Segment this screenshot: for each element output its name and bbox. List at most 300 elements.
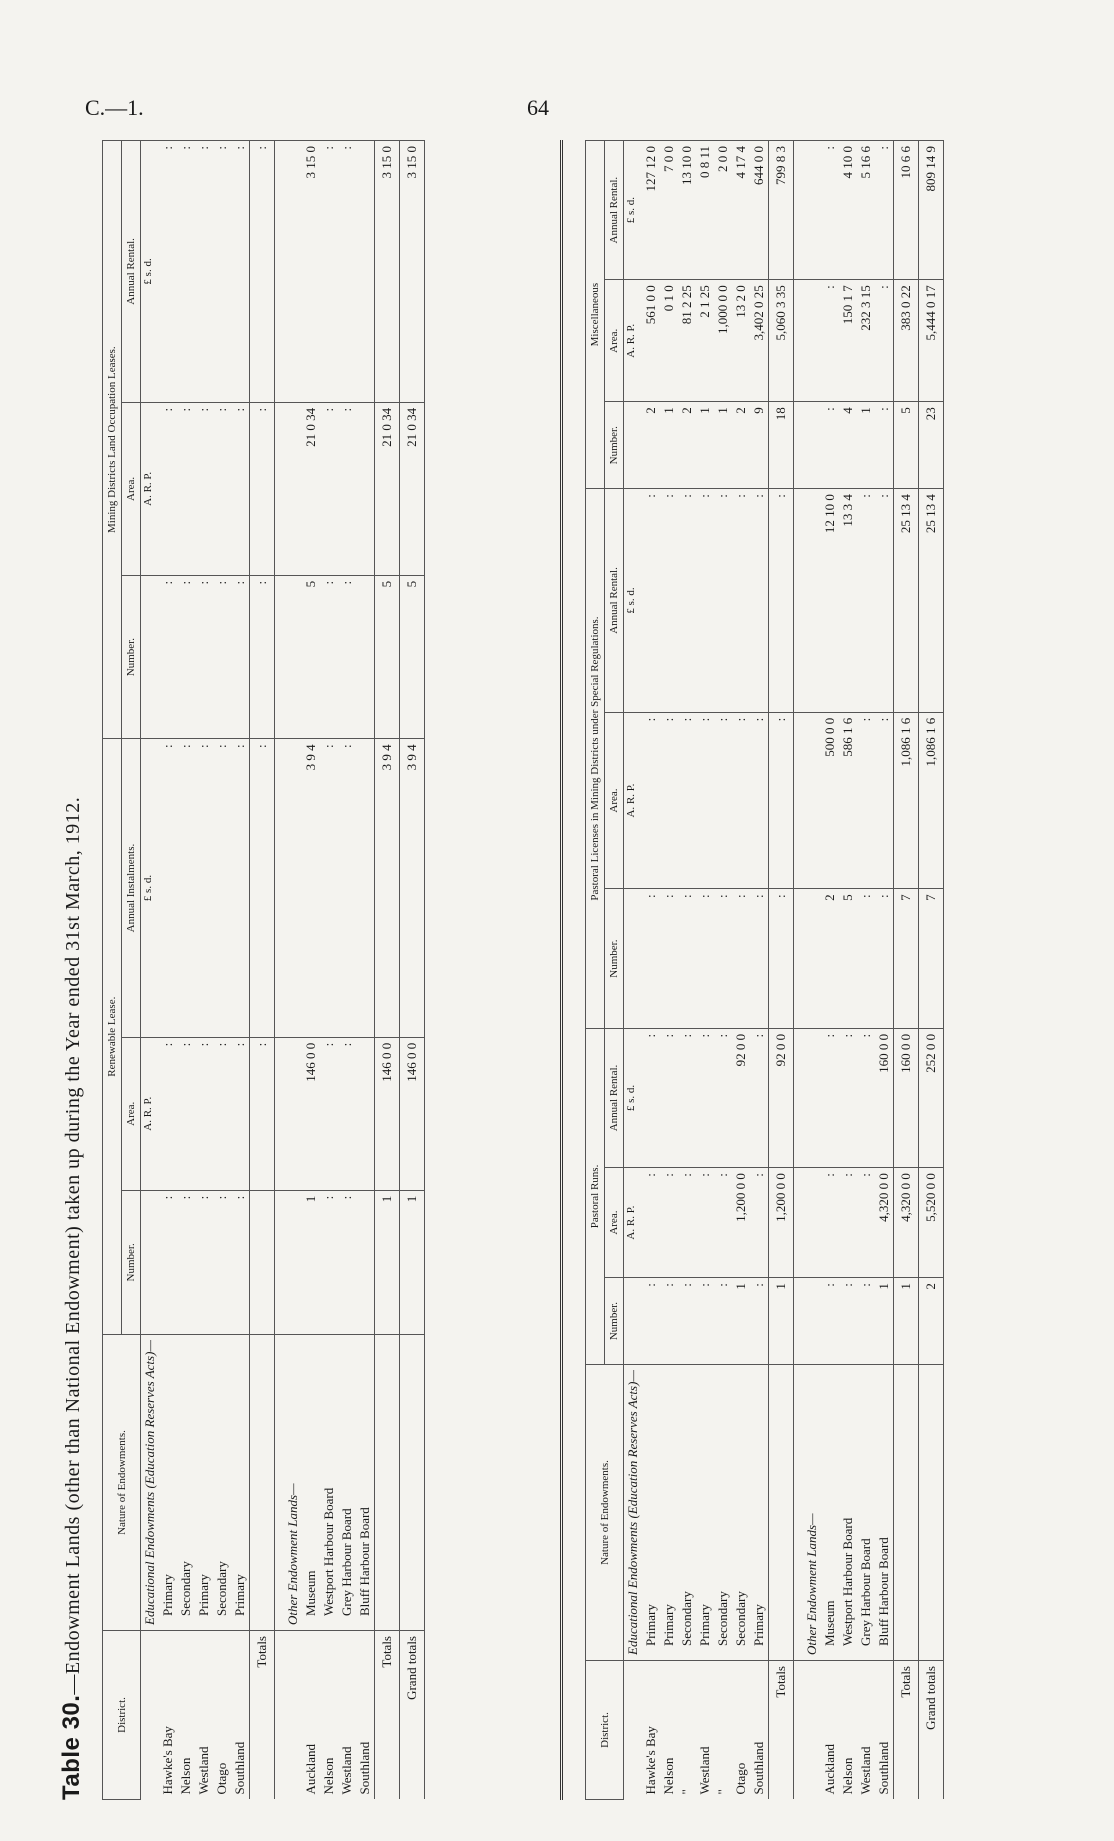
ln-cell: : (857, 889, 875, 1029)
pn-cell: : (750, 1278, 769, 1365)
col2-la: Area. (605, 712, 624, 889)
pr-cell: : (821, 1028, 839, 1167)
district-cell: Auckland (822, 1743, 837, 1795)
district-cell: Westland (697, 1746, 712, 1795)
ln-cell: 5 (839, 889, 857, 1029)
mn-cell: 1 (714, 402, 732, 489)
rental-cell (356, 141, 375, 403)
ln-cell: : (732, 889, 750, 1029)
blank-cell (275, 1190, 303, 1334)
table-row (839, 141, 857, 1800)
la-cell: : (875, 712, 894, 889)
area-cell: : (231, 1037, 250, 1190)
pa-cell: : (642, 1168, 660, 1278)
table2-body (624, 141, 944, 1800)
ma-cell: 5,060 3 35 (769, 280, 794, 402)
number2-cell: : (231, 575, 250, 738)
col-rental: Annual Rental. (122, 141, 141, 403)
lr-cell: : (875, 489, 894, 713)
table-row (750, 141, 769, 1800)
rental-cell: : (250, 141, 275, 403)
district-cell: Westland (858, 1746, 873, 1795)
area2-cell: : (231, 402, 250, 575)
unit-money2: £ s. d. (141, 141, 160, 403)
number-cell (250, 1190, 275, 1334)
pn-cell: 2 (919, 1278, 944, 1365)
table-row (320, 141, 338, 1800)
pn-cell: : (696, 1278, 714, 1365)
nature-cell: Primary (696, 1365, 714, 1661)
number2-cell: : (213, 575, 231, 738)
lr-cell: : (732, 489, 750, 713)
ma-cell: 561 0 0 (642, 280, 660, 402)
la-cell: 1,086 1 6 (894, 712, 919, 889)
area2-cell: 21 0 34 (400, 402, 425, 575)
ln-cell: 7 (894, 889, 919, 1029)
annual-cell: 3 9 4 (400, 739, 425, 1037)
col-number2: Number. (122, 575, 141, 738)
pn-cell: : (660, 1278, 678, 1365)
totals-label: Grand totals (400, 1631, 425, 1800)
number2-cell: 5 (302, 575, 320, 738)
district-cell: " (715, 1789, 730, 1795)
col-area2: Area. (122, 402, 141, 575)
table-row (177, 141, 195, 1800)
nature-cell: Westport Harbour Board (320, 1335, 338, 1631)
mr-cell: 2 0 0 (714, 141, 732, 280)
ma-cell: 232 3 15 (857, 280, 875, 402)
mr-cell: 10 6 6 (894, 141, 919, 280)
ln-cell: : (750, 889, 769, 1029)
table-row (714, 141, 732, 1800)
area2-cell: : (177, 402, 195, 575)
ma-cell: 383 0 22 (894, 280, 919, 402)
nature-cell: Bluff Harbour Board (875, 1365, 894, 1661)
unit2-money: £ s. d. (624, 1028, 643, 1167)
district-cell: Westland (339, 1746, 354, 1795)
number2-cell: : (338, 575, 356, 738)
mr-cell: 4 10 0 (839, 141, 857, 280)
area-cell: : (250, 1037, 275, 1190)
area2-cell: : (195, 402, 213, 575)
rental-cell: : (159, 141, 177, 403)
nature-cell (919, 1365, 944, 1661)
group-licences: Pastoral Licenses in Mining Districts under Special Regulations. (586, 489, 605, 1029)
totals-label: Totals (250, 1631, 275, 1800)
area2-cell: : (338, 402, 356, 575)
district-cell: " (679, 1789, 694, 1795)
number2-cell: : (320, 575, 338, 738)
ma-cell: 3,402 0 25 (750, 280, 769, 402)
mn-cell: : (821, 402, 839, 489)
rental-cell: 3 15 0 (375, 141, 400, 403)
number-cell: 1 (400, 1190, 425, 1334)
mn-cell: 9 (750, 402, 769, 489)
la-cell: 586 1 6 (839, 712, 857, 889)
renewable-mining-table (102, 140, 425, 1800)
la-cell: : (714, 712, 732, 889)
pr-cell: : (696, 1028, 714, 1167)
blank-cell (794, 141, 822, 280)
blank-cell (794, 402, 822, 489)
district-cell: Hawke's Bay (160, 1726, 175, 1795)
pn-cell: : (642, 1278, 660, 1365)
lr-cell: 25 13 4 (894, 489, 919, 713)
pa-cell: : (839, 1168, 857, 1278)
pr-cell: : (642, 1028, 660, 1167)
table-row (857, 141, 875, 1800)
mr-cell: 809 14 9 (919, 141, 944, 280)
rental-cell: : (231, 141, 250, 403)
number-cell: : (338, 1190, 356, 1334)
area2-cell: : (213, 402, 231, 575)
pr-cell: : (839, 1028, 857, 1167)
totals2-row (894, 141, 919, 1800)
pr-cell: : (714, 1028, 732, 1167)
annual-cell: 3 9 4 (375, 739, 400, 1037)
lr-cell: 12 10 0 (821, 489, 839, 713)
mn-cell: 5 (894, 402, 919, 489)
rental-cell: : (320, 141, 338, 403)
page-number: 64 (527, 95, 549, 120)
unit2-area: A. R. P. (624, 1168, 643, 1278)
col2-ma: Area. (605, 280, 624, 402)
nature-cell: Secondary (213, 1335, 231, 1631)
number2-cell: : (250, 575, 275, 738)
area2-cell: 21 0 34 (375, 402, 400, 575)
annual-cell: : (338, 739, 356, 1037)
pn-cell: 1 (894, 1278, 919, 1365)
district-cell: Nelson (321, 1757, 336, 1795)
pr-cell: : (678, 1028, 696, 1167)
pn-cell: : (821, 1278, 839, 1365)
pr-cell: 92 0 0 (769, 1028, 794, 1167)
area2-cell (356, 402, 375, 575)
nature-cell: Museum (302, 1335, 320, 1631)
mr-cell: 0 8 11 (696, 141, 714, 280)
annual-cell: : (250, 739, 275, 1037)
table-row (642, 141, 660, 1800)
mn-cell: 4 (839, 402, 857, 489)
district-cell: Nelson (661, 1757, 676, 1795)
number2-cell: : (159, 575, 177, 738)
pn-cell: : (714, 1278, 732, 1365)
lr-cell: 13 3 4 (839, 489, 857, 713)
blank-cell (275, 739, 303, 1037)
col2-pa: Area. (605, 1168, 624, 1278)
district-cell: Southland (357, 1741, 372, 1795)
number2-cell (356, 575, 375, 738)
blank-cell (275, 1037, 303, 1190)
pa-cell: : (696, 1168, 714, 1278)
table-row (213, 141, 231, 1800)
mn-cell: 1 (857, 402, 875, 489)
blank-cell (794, 489, 822, 713)
rental-cell: : (338, 141, 356, 403)
ma-cell: 81 2 25 (678, 280, 696, 402)
pr-cell: : (660, 1028, 678, 1167)
pastoral-misc-table (585, 140, 944, 1800)
pa-cell: 1,200 0 0 (769, 1168, 794, 1278)
col2-pn: Number. (605, 1278, 624, 1365)
district-cell: Nelson (178, 1757, 193, 1795)
mn-cell: 1 (696, 402, 714, 489)
pr-cell: 160 0 0 (894, 1028, 919, 1167)
lr-cell: : (642, 489, 660, 713)
table-row (821, 141, 839, 1800)
ln-cell: : (696, 889, 714, 1029)
nature-cell: Primary (642, 1365, 660, 1661)
mr-cell: : (821, 141, 839, 280)
pa-cell: : (857, 1168, 875, 1278)
number-cell: : (177, 1190, 195, 1334)
ma-cell: 1,000 0 0 (714, 280, 732, 402)
header-left: C.—1. (85, 95, 144, 120)
mn-cell: : (875, 402, 894, 489)
blank-cell (275, 141, 303, 403)
district-cell: Southland (876, 1741, 891, 1795)
number-cell: : (231, 1190, 250, 1334)
annual-cell (356, 739, 375, 1037)
pa-cell: 1,200 0 0 (732, 1168, 750, 1278)
unit2-money-c: £ s. d. (624, 141, 643, 280)
annual-cell: : (231, 739, 250, 1037)
area2-cell: 21 0 34 (302, 402, 320, 575)
pr-cell: 92 0 0 (732, 1028, 750, 1167)
col-number: Number. (122, 1190, 141, 1334)
section-heading-row (275, 141, 303, 1800)
nature-cell: Primary (750, 1365, 769, 1661)
la-cell: : (732, 712, 750, 889)
number2-cell: 5 (375, 575, 400, 738)
col-area: Area. (122, 1037, 141, 1190)
table-row (302, 141, 320, 1800)
annual-cell: : (159, 739, 177, 1037)
rental-cell: 3 15 0 (302, 141, 320, 403)
unit2-money-b: £ s. d. (624, 489, 643, 713)
number-cell: : (195, 1190, 213, 1334)
nature-cell: Museum (821, 1365, 839, 1661)
la-cell: 1,086 1 6 (919, 712, 944, 889)
unit2-area-b: A. R. P. (624, 712, 643, 889)
nature-cell: Secondary (714, 1365, 732, 1661)
mr-cell: 13 10 0 (678, 141, 696, 280)
number-cell: : (159, 1190, 177, 1334)
totals1-row (769, 141, 794, 1800)
lr-cell: : (857, 489, 875, 713)
ma-cell: : (875, 280, 894, 402)
table-row (696, 141, 714, 1800)
mr-cell: 4 17 4 (732, 141, 750, 280)
rental-cell: : (195, 141, 213, 403)
totals-label: Totals (769, 1661, 794, 1800)
section-heading-row (794, 141, 822, 1800)
area2-cell: : (250, 402, 275, 575)
table-row (732, 141, 750, 1800)
la-cell: : (857, 712, 875, 889)
pa-cell: 5,520 0 0 (919, 1168, 944, 1278)
lr-cell: : (696, 489, 714, 713)
blank-cell (794, 1661, 822, 1800)
blank-cell (794, 1168, 822, 1278)
totals1-row (250, 141, 275, 1800)
area-cell: : (159, 1037, 177, 1190)
totals-label: Totals (894, 1661, 919, 1800)
group-renewable: Renewable Lease. (103, 739, 122, 1335)
col2-lr: Annual Rental. (605, 489, 624, 713)
table-number: Table 30. (58, 1694, 85, 1800)
group-pastoral: Pastoral Runs. (586, 1028, 605, 1364)
district-cell: Hawke's Bay (643, 1726, 658, 1795)
area-cell: 146 0 0 (400, 1037, 425, 1190)
lr-cell: : (678, 489, 696, 713)
annual-cell: 3 9 4 (302, 739, 320, 1037)
area-cell: : (213, 1037, 231, 1190)
annual-cell: : (177, 739, 195, 1037)
ln-cell: : (714, 889, 732, 1029)
col2-ln: Number. (605, 889, 624, 1029)
totals-label: Totals (375, 1631, 400, 1800)
area-cell: 146 0 0 (375, 1037, 400, 1190)
ln-cell: 2 (821, 889, 839, 1029)
blank-cell (794, 1028, 822, 1167)
totals2-row (375, 141, 400, 1800)
col2-mn: Number. (605, 402, 624, 489)
nature-cell: Westport Harbour Board (839, 1365, 857, 1661)
nature-cell: Primary (195, 1335, 213, 1631)
table-row (356, 141, 375, 1800)
col-annual: Annual Instalments. (122, 739, 141, 1037)
mr-cell: 127 12 0 (642, 141, 660, 280)
ma-cell: : (821, 280, 839, 402)
grand-row (400, 141, 425, 1800)
col-district: District. (103, 1631, 141, 1800)
pa-cell: : (714, 1168, 732, 1278)
table1-body (141, 141, 425, 1800)
lr-cell: : (769, 489, 794, 713)
totals-label: Grand totals (919, 1661, 944, 1800)
col-nature: Nature of Endowments. (103, 1335, 141, 1631)
la-cell: : (769, 712, 794, 889)
ln-cell: 7 (919, 889, 944, 1029)
col2-pr: Annual Rental. (605, 1028, 624, 1167)
district-cell: Otago (733, 1762, 748, 1795)
other-heading: Other Endowment Lands— (275, 1335, 303, 1631)
ln-cell: : (769, 889, 794, 1029)
ma-cell: 13 2 0 (732, 280, 750, 402)
number2-cell: 5 (400, 575, 425, 738)
mr-cell: : (875, 141, 894, 280)
rental-cell: 3 15 0 (400, 141, 425, 403)
nature-cell: Grey Harbour Board (338, 1335, 356, 1631)
pn-cell: : (857, 1278, 875, 1365)
blank-cell (275, 402, 303, 575)
pn-cell: 1 (732, 1278, 750, 1365)
mr-cell: 5 16 6 (857, 141, 875, 280)
number2-cell: : (195, 575, 213, 738)
ln-cell: : (678, 889, 696, 1029)
ma-cell: 0 1 0 (660, 280, 678, 402)
district-cell: Auckland (303, 1743, 318, 1795)
edu-heading: Educational Endowments (Education Reserves Acts)— (141, 1335, 160, 1631)
district-cell: Nelson (840, 1757, 855, 1795)
nature-cell: Secondary (177, 1335, 195, 1631)
lr-cell: 25 13 4 (919, 489, 944, 713)
blank-cell (794, 712, 822, 889)
group-mining: Mining Districts Land Occupation Leases. (103, 141, 122, 739)
table-row (159, 141, 177, 1800)
table-title-text: —Endowment Lands (other than National Endowment) taken up during the Year ended 31st March, 1912. (62, 796, 84, 1695)
nature-cell (894, 1365, 919, 1661)
table-row (660, 141, 678, 1800)
nature-cell: Primary (231, 1335, 250, 1631)
la-cell: : (678, 712, 696, 889)
pa-cell: 4,320 0 0 (875, 1168, 894, 1278)
table-row (875, 141, 894, 1800)
unit-area: A. R. P. (141, 1037, 160, 1190)
la-cell: 500 0 0 (821, 712, 839, 889)
pa-cell: : (660, 1168, 678, 1278)
nature-cell: Grey Harbour Board (857, 1365, 875, 1661)
area-cell: : (338, 1037, 356, 1190)
district-cell: Southland (232, 1741, 247, 1795)
blank-cell (275, 1631, 303, 1800)
lr-cell: : (714, 489, 732, 713)
unit-area2: A. R. P. (141, 402, 160, 575)
edu-heading-2: Educational Endowments (Education Reserves Acts)— (624, 1365, 643, 1661)
rental-cell: : (177, 141, 195, 403)
ma-cell: 5,444 0 17 (919, 280, 944, 402)
nature-cell (769, 1365, 794, 1661)
annual-cell: : (213, 739, 231, 1037)
pn-cell: 1 (769, 1278, 794, 1365)
col2-mr: Annual Rental. (605, 141, 624, 280)
table-row (338, 141, 356, 1800)
number-cell: 1 (375, 1190, 400, 1334)
pr-cell: 160 0 0 (875, 1028, 894, 1167)
la-cell: : (696, 712, 714, 889)
mn-cell: 2 (732, 402, 750, 489)
number-cell: : (320, 1190, 338, 1334)
ln-cell: : (642, 889, 660, 1029)
annual-cell: : (320, 739, 338, 1037)
table-row (195, 141, 213, 1800)
unit2-area-c: A. R. P. (624, 280, 643, 402)
number-cell (356, 1190, 375, 1334)
pa-cell: 4,320 0 0 (894, 1168, 919, 1278)
blank-cell (794, 280, 822, 402)
number-cell: : (213, 1190, 231, 1334)
pn-cell: : (678, 1278, 696, 1365)
ln-cell: : (875, 889, 894, 1029)
nature-cell: Primary (159, 1335, 177, 1631)
la-cell: : (642, 712, 660, 889)
pa-cell: : (821, 1168, 839, 1278)
table-separator (560, 140, 563, 1800)
district-cell: Otago (214, 1762, 229, 1795)
la-cell: : (660, 712, 678, 889)
area-cell: : (177, 1037, 195, 1190)
area-cell: : (320, 1037, 338, 1190)
pr-cell: 252 0 0 (919, 1028, 944, 1167)
nature-cell (250, 1335, 275, 1631)
nature-cell: Bluff Harbour Board (356, 1335, 375, 1631)
district-cell: Westland (196, 1746, 211, 1795)
ma-cell: 150 1 7 (839, 280, 857, 402)
area2-cell: : (320, 402, 338, 575)
nature-cell (375, 1335, 400, 1631)
blank-cell (794, 889, 822, 1029)
